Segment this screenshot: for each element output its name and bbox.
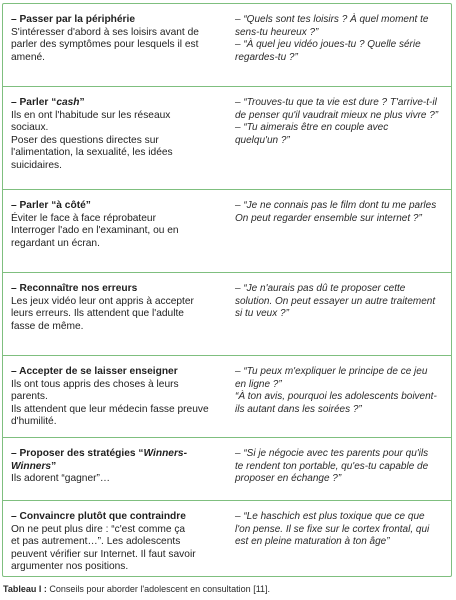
row-text-line: S'intéresser d'abord à ses loisirs avant de bbox=[11, 26, 199, 38]
row-heading: – Passer par la périphérie bbox=[11, 14, 136, 25]
example-line: quelqu'un ?” bbox=[235, 134, 290, 146]
example-line: en ligne ?” bbox=[235, 378, 282, 390]
row-text-line: Ils en ont l'habitude sur les réseaux bbox=[11, 109, 171, 121]
table-row bbox=[3, 437, 451, 500]
row-heading: – Convaincre plutôt que contraindre bbox=[11, 511, 186, 522]
row-heading: – Parler “cash” bbox=[11, 97, 85, 108]
row-right-cell bbox=[235, 283, 447, 321]
row-text-line: Les jeux vidéo leur ont appris à accepter bbox=[11, 295, 194, 307]
row-heading: – Reconnaître nos erreurs bbox=[11, 283, 138, 294]
row-text-line: l'alimentation, la sexualité, les idées bbox=[11, 147, 173, 159]
row-left-cell bbox=[11, 200, 223, 250]
example-line: – “Si je négocie avec tes parents pour qu'ils bbox=[235, 448, 429, 459]
row-text-line: suicidaires. bbox=[11, 159, 62, 171]
example-line: On peut regarder ensemble sur internet ?” bbox=[235, 212, 422, 224]
example-line: “À ton avis, pourquoi les adolescents boivent- bbox=[235, 391, 437, 403]
table-row bbox=[3, 4, 451, 86]
row-left-cell bbox=[11, 448, 223, 486]
row-text-line: parler des symptômes pour lesquels il est bbox=[11, 39, 199, 51]
row-right-cell bbox=[235, 14, 447, 64]
row-text-line: Interroger l'ado en l'examinant, ou en bbox=[11, 225, 179, 237]
table-caption bbox=[3, 584, 270, 594]
example-line: de penser qu'il vaudrait mieux ne plus vivre ?” bbox=[235, 109, 439, 121]
table-row bbox=[3, 272, 451, 355]
row-left-cell bbox=[11, 511, 223, 574]
row-right-cell bbox=[235, 97, 447, 147]
example-line: – “Je n'aurais pas dû te proposer cette bbox=[235, 283, 406, 294]
example-line: regardes-tu ?” bbox=[235, 51, 298, 63]
row-right-cell bbox=[235, 366, 447, 416]
example-line: l'on pense. Il se fixe sur le cortex frontal, qui bbox=[235, 523, 430, 535]
row-text-line: parents. bbox=[11, 391, 48, 403]
row-heading: – Accepter de se laisser enseigner bbox=[11, 366, 178, 377]
row-text-line: Ils ont tous appris des choses à leurs bbox=[11, 378, 179, 390]
row-right-cell bbox=[235, 511, 447, 549]
row-left-cell bbox=[11, 14, 223, 64]
caption-label: Tableau I : bbox=[3, 584, 47, 594]
row-text-line: Ils adorent “gagner”… bbox=[11, 473, 111, 485]
example-line: ils autant dans les soirées ?” bbox=[235, 403, 362, 415]
row-text-line: d'humilité. bbox=[11, 416, 57, 428]
example-line: te rendent ton portable, qu'es-tu capable de bbox=[235, 460, 429, 472]
row-right-cell bbox=[235, 448, 447, 486]
example-line: – “Le haschich est plus toxique que ce que bbox=[235, 511, 425, 522]
caption-text: Conseils pour aborder l'adolescent en consultation [11]. bbox=[46, 584, 271, 594]
example-line: si tu veux ?” bbox=[235, 308, 289, 320]
row-text-line: peuvent vérifier sur Internet. Il faut savoir bbox=[11, 548, 196, 560]
row-heading: – Parler “à côté” bbox=[11, 200, 91, 211]
table-row bbox=[3, 355, 451, 437]
row-text-line: Poser des questions directes sur bbox=[11, 134, 159, 146]
row-text-line: amené. bbox=[11, 51, 45, 63]
row-text-line: sociaux. bbox=[11, 122, 49, 134]
row-text-line: Ils attendent que leur médecin fasse preuve bbox=[11, 403, 209, 415]
example-line: – “Quels sont tes loisirs ? À quel moment te bbox=[235, 14, 429, 25]
row-heading: – Proposer des stratégies “Winners- bbox=[11, 448, 187, 459]
row-text-line: leurs erreurs. Ils attendent que l'adulte bbox=[11, 308, 184, 320]
row-text-line: fasse de même. bbox=[11, 320, 84, 332]
example-line: – “Tu peux m'expliquer le principe de ce jeu bbox=[235, 366, 428, 377]
example-line: proposer en échange ?” bbox=[235, 473, 342, 485]
row-left-cell bbox=[11, 366, 223, 429]
table-row bbox=[3, 189, 451, 272]
row-right-cell bbox=[235, 200, 447, 225]
example-line: – “Je ne connais pas le film dont tu me parles bbox=[235, 200, 437, 211]
row-text-line: Éviter le face à face réprobateur bbox=[11, 212, 156, 224]
row-text-line: regardant un écran. bbox=[11, 237, 100, 249]
row-text-line: argumenter nos positions. bbox=[11, 561, 129, 573]
table-row bbox=[3, 86, 451, 189]
row-left-cell bbox=[11, 283, 223, 333]
row-text-line: On ne peut plus dire : “c'est comme ça bbox=[11, 523, 186, 535]
example-line: – “Tu aimerais être en couple avec bbox=[235, 122, 389, 134]
advice-table bbox=[2, 3, 452, 577]
example-line: – “Trouves-tu que ta vie est dure ? T'arrive-t-il bbox=[235, 97, 437, 108]
row-text-line: et pas autrement…”. Les adolescents bbox=[11, 536, 181, 548]
table-row bbox=[3, 500, 451, 576]
example-line: solution. On peut essayer un autre traitement bbox=[235, 295, 436, 307]
example-line: – “À quel jeu vidéo joues-tu ? Quelle série bbox=[235, 39, 421, 51]
example-line: est en pleine maturation à ton âge” bbox=[235, 536, 390, 548]
example-line: sens-tu heureux ?” bbox=[235, 26, 319, 38]
row-heading-continued: Winners” bbox=[11, 460, 57, 472]
row-left-cell bbox=[11, 97, 223, 173]
